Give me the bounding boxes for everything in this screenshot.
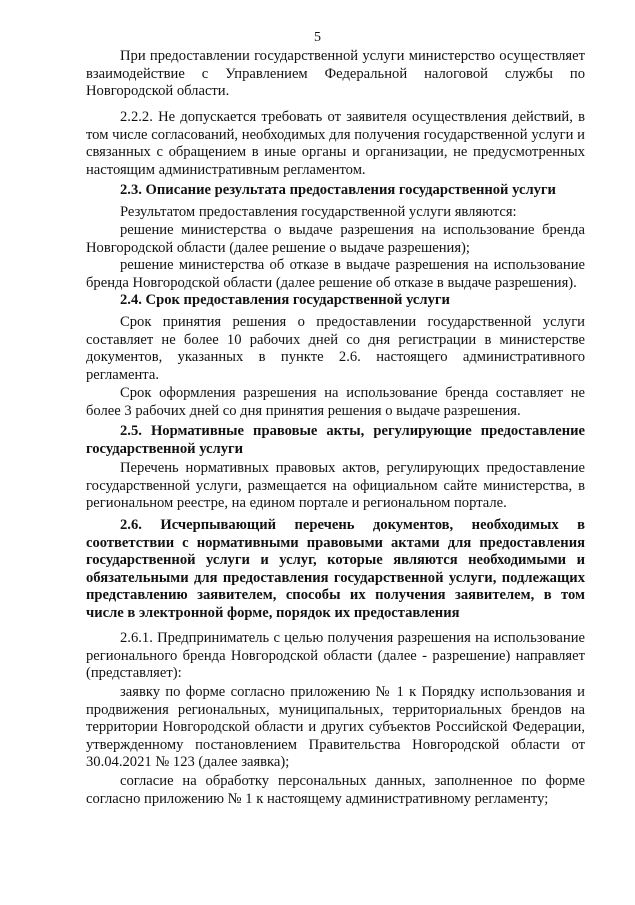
paragraph-decision-term: Срок принятия решения о предоставлении государственной услуги составляет не более 10 рабочих дней со дня регистрации в министерстве документов, указанных в пункте 2.6. настоящего административного регламента. (86, 314, 585, 383)
paragraph-permit-term: Срок оформления разрешения на использование бренда составляет не более 3 рабочих дней со дня принятия решения о выдаче разрешения. (86, 385, 585, 419)
heading-2-4: 2.4. Срок предоставления государственной услуги (120, 292, 450, 308)
page-number: 5 (314, 30, 321, 45)
heading-2-3: 2.3. Описание результата предоставления государственной услуги (120, 182, 556, 198)
paragraph-2-6-1: 2.6.1. Предприниматель с целью получения разрешения на использование регионального бренда Новгородской области (далее - разрешение) направляет (представляет): (86, 630, 585, 682)
paragraph-results-intro: Результатом предоставления государственной услуги являются: (120, 204, 517, 220)
paragraph-consent: согласие на обработку персональных данных, заполненное по форме согласно приложению № 1 к настоящему административному регламенту; (86, 773, 585, 807)
paragraph-application: заявку по форме согласно приложению № 1 к Порядку использования и продвижения региональных, муниципальных, территориальных брендов на территории Новгородской области и других субъектов Российской Федерации, утвержденному постановлением Правительства Новгородской области от 30.04.2021 № 123 (далее заявка); (86, 684, 585, 771)
heading-2-6: 2.6. Исчерпывающий перечень документов, необходимых в соответствии с нормативными правовыми актами для предоставления государственной услуги и услуг, которые являются необходимыми и обязательными для предоставления государственной услуги, подлежащих представлению заявителем, способы их получения заявителем, в том числе в электронной форме, порядок их предоставления (86, 517, 585, 621)
paragraph-2-2-2: 2.2.2. Не допускается требовать от заявителя осуществления действий, в том числе согласований, необходимых для получения государственной услуги и связанных с обращением в иные органы и организации, не предусмотренных настоящим административным регламентом. (86, 109, 585, 178)
paragraph-result-permit: решение министерства о выдаче разрешения на использование бренда Новгородской области (далее решение о выдаче разрешения); (86, 222, 585, 256)
paragraph-interaction: При предоставлении государственной услуги министерство осуществляет взаимодействие с Управлением Федеральной налоговой службы по Новгородской области. (86, 48, 585, 100)
heading-2-5: 2.5. Нормативные правовые акты, регулирующие предоставление государственной услуги (86, 423, 585, 457)
paragraph-legal-acts: Перечень нормативных правовых актов, регулирующих предоставление государственной услуги, размещается на официальном сайте министерства, в региональном реестре, на едином портале и региональном портале. (86, 460, 585, 512)
paragraph-result-refusal: решение министерства об отказе в выдаче разрешения на использование бренда Новгородской области (далее решение об отказе в выдаче разрешения). (86, 257, 585, 291)
